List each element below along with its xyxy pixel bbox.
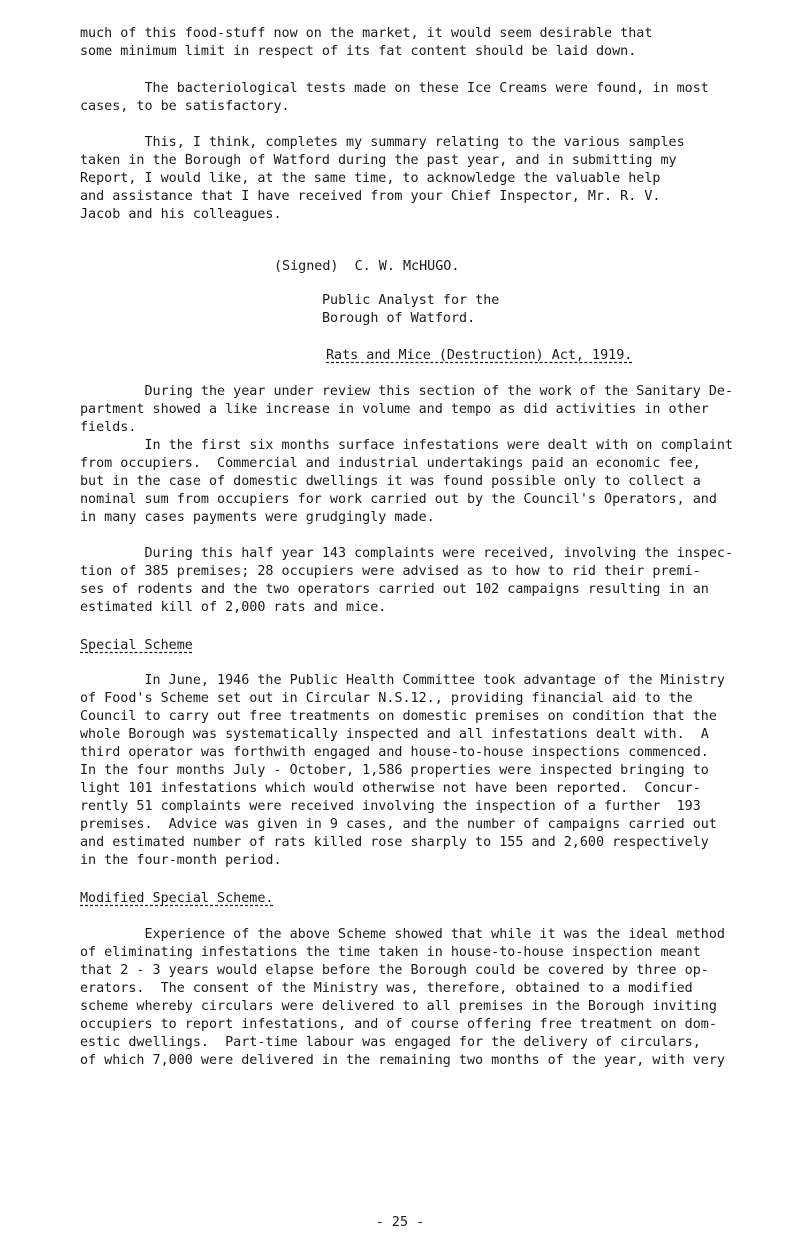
paragraph-year-review: During the year under review this section of the work of the Sanitary De- partment showed a like increase in volume and tempo as did activities in other fields. (80, 384, 734, 435)
paragraph-special-scheme: In June, 1946 the Public Health Committee took advantage of the Ministry of Food's Scheme set out in Circular N.S.12., providing financial aid to the Council to carry out free treatments on domestic premises on condition that the whole Borough was systematically inspected and all infestations dealt with. A third operator was forthwith engaged and house-to-house inspections commenced. In the four months July - October, 1,586 properties were inspected bringing to light 101 infestations which would otherwise not have been reported. Concur- rently 51 complaints were received involving the inspection of a further 193 premises. Advice was given in 9 cases, and the number of campaigns carried out and estimated number of rats killed rose sharply to 155 and 2,600 respectively in the four-month period. (80, 673, 725, 868)
paragraph-modified-scheme: Experience of the above Scheme showed that while it was the ideal method of eliminating infestations the time taken in house-to-house inspection meant that 2 - 3 years would elapse before the Borough could be covered by three op- erators. The consent of the Ministry was, therefore, obtained to a modified scheme whereby circulars were delivered to all premises in the Borough inviting occupiers to report infestations, and of course offering free treatment on dom- estic dwellings. Part-time labour was engaged for the delivery of circulars, of which 7,000 were delivered in the remaining two months of the year, with very (80, 927, 725, 1068)
signature-line: (Signed) C. W. McHUGO. (274, 259, 460, 274)
paragraph-first-six-months: In the first six months surface infestations were dealt with on complaint from occupiers. Commercial and industrial undertakings paid an economic fee, but in the case of domestic dwellings it was found possible only to collect a nominal sum from occupiers for work carried out by the Council's Operators, and in many cases payments were grudgingly made. (80, 438, 734, 525)
signature-title-line2: Borough of Watford. (322, 311, 476, 326)
paragraph-half-year-complaints: During this half year 143 complaints were received, involving the inspec- tion of 385 premises; 28 occupiers were advised as to how to rid their premi- ses of rodents and the two operators carried out 102 campaigns resulting in an estimated kill of 2,000 rats and mice. (80, 546, 734, 615)
paragraph-summary-conclusion: This, I think, completes my summary relating to the various samples taken in the Borough of Watford during the past year, and in submitting my Report, I would like, at the same time, to acknowledge the valuable help and assistance that I have received from your Chief Inspector, Mr. R. V. Jacob and his colleagues. (80, 135, 685, 222)
paragraph-fat-content: much of this food-stuff now on the market, it would seem desirable that some minimum limit in respect of its fat content should be laid down. (80, 26, 653, 59)
page-number: - 25 - (375, 1215, 425, 1230)
paragraph-bacteriological-tests: The bacteriological tests made on these Ice Creams were found, in most cases, to be satisfactory. (80, 81, 709, 114)
section-heading-special-scheme: Special Scheme (80, 638, 193, 653)
section-heading-rats-and-mice: Rats and Mice (Destruction) Act, 1919. (326, 348, 633, 363)
signature-title-line1: Public Analyst for the (322, 293, 500, 308)
section-heading-modified-special-scheme: Modified Special Scheme. (80, 891, 274, 906)
